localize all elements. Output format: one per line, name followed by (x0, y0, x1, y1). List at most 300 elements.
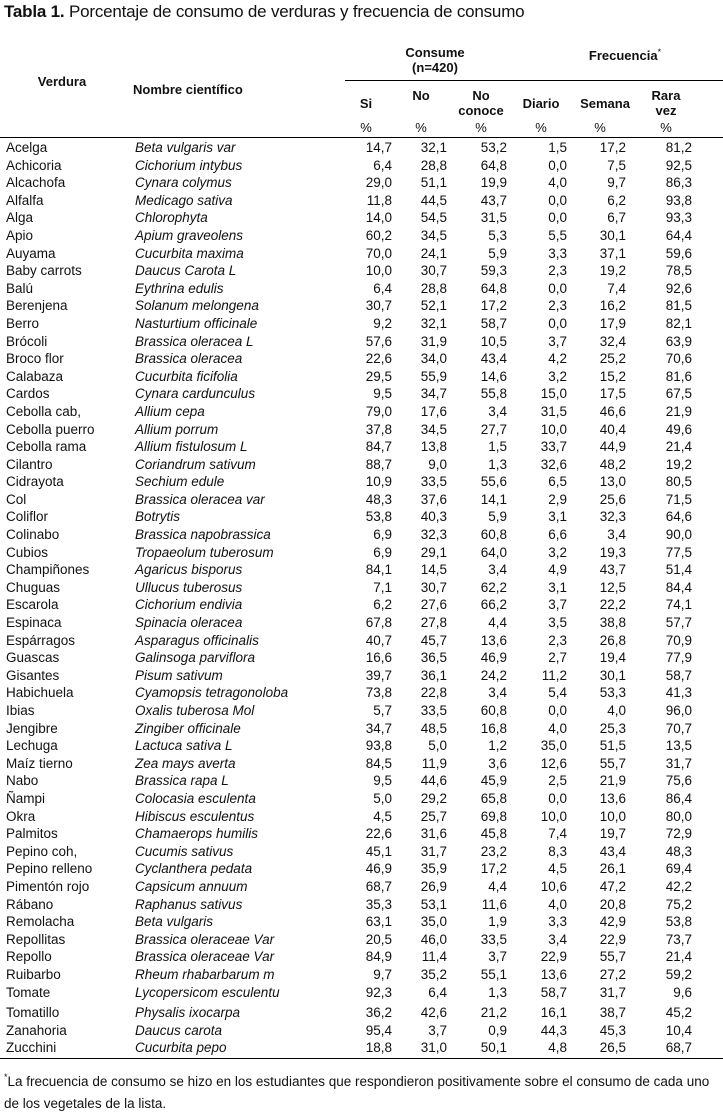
table-label: Tabla 1. (4, 2, 65, 21)
cell-si: 9,2 (373, 315, 392, 331)
cell-no: 31,7 (420, 843, 447, 859)
cell-semana: 42,9 (599, 914, 626, 930)
cell-no: 44,5 (420, 192, 447, 208)
table-bottom-rule (0, 1058, 723, 1059)
cell-semana: 25,6 (599, 491, 626, 507)
cell-nombre-cientifico: Physalis ixocarpa (135, 1005, 241, 1021)
cell-verdura: Acelga (6, 140, 48, 155)
cell-diario: 4,8 (548, 1040, 567, 1056)
cell-verdura: Nabo (6, 773, 39, 789)
cell-no-conoce: 3,4 (488, 403, 507, 419)
header-rara-vez: Rara vez (651, 88, 681, 118)
cell-no: 17,6 (420, 403, 447, 419)
table-row (0, 157, 723, 175)
cell-si: 70,0 (365, 245, 392, 261)
cell-si: 14,7 (365, 140, 392, 155)
cell-rara-vez: 80,0 (665, 808, 692, 824)
cell-semana: 17,9 (599, 315, 626, 331)
cell-si: 10,9 (365, 474, 392, 490)
table-row (0, 544, 723, 562)
cell-si: 88,7 (365, 456, 392, 472)
cell-si: 84,7 (365, 439, 392, 455)
cell-verdura: Espárragos (6, 632, 76, 648)
table-row (0, 684, 723, 702)
cell-rara-vez: 93,3 (665, 210, 692, 226)
cell-semana: 15,2 (599, 368, 626, 384)
cell-no-conoce: 1,2 (488, 738, 507, 754)
cell-si: 16,6 (365, 650, 392, 666)
table-row (0, 913, 723, 931)
cell-no-conoce: 13,6 (480, 632, 507, 648)
cell-no: 44,6 (420, 773, 447, 789)
consume-label: Consume (405, 45, 465, 60)
cell-no-conoce: 64,8 (480, 280, 507, 296)
cell-no: 42,6 (420, 1005, 447, 1021)
cell-verdura: Cilantro (6, 456, 53, 472)
cell-nombre-cientifico: Brassica oleraceae Var (135, 931, 275, 947)
cell-no-conoce: 5,9 (488, 245, 507, 261)
cell-semana: 47,2 (599, 878, 626, 894)
cell-diario: 4,5 (548, 861, 567, 877)
cell-no: 30,7 (420, 579, 447, 595)
cell-semana: 44,9 (599, 439, 626, 455)
table-row (0, 385, 723, 403)
cell-diario: 58,7 (540, 984, 567, 1000)
cell-si: 79,0 (365, 403, 392, 419)
cell-si: 63,1 (365, 914, 392, 930)
cell-si: 39,7 (365, 667, 392, 683)
cell-no: 25,7 (420, 808, 447, 824)
cell-rara-vez: 77,9 (665, 650, 692, 666)
cell-si: 36,2 (365, 1005, 392, 1021)
cell-no: 31,9 (420, 333, 447, 349)
cell-no: 26,9 (420, 878, 447, 894)
cell-si: 18,8 (365, 1040, 392, 1056)
cell-nombre-cientifico: Rheum rhabarbarum m (135, 966, 275, 982)
cell-verdura: Tomatillo (6, 1005, 60, 1021)
cell-verdura: Cebolla puerro (6, 421, 95, 437)
cell-diario: 2,3 (548, 298, 567, 314)
cell-verdura: Jengibre (6, 720, 58, 736)
cell-nombre-cientifico: Coriandrum sativum (135, 456, 256, 472)
cell-diario: 3,3 (548, 245, 567, 261)
cell-rara-vez: 84,4 (665, 579, 692, 595)
cell-diario: 3,3 (548, 914, 567, 930)
cell-rara-vez: 70,7 (665, 720, 692, 736)
table-row (0, 649, 723, 667)
cell-no: 37,6 (420, 491, 447, 507)
cell-verdura: Pimentón rojo (6, 878, 90, 894)
cell-semana: 53,3 (599, 685, 626, 701)
cell-verdura: Berenjena (6, 298, 68, 314)
cell-diario: 2,3 (548, 632, 567, 648)
header-frecuencia (560, 45, 690, 63)
cell-verdura: Cidrayota (6, 474, 64, 490)
cell-semana: 40,4 (599, 421, 626, 437)
cell-no: 34,5 (420, 227, 447, 243)
cell-rara-vez: 31,7 (665, 755, 692, 771)
cell-no-conoce: 66,2 (480, 597, 507, 613)
cell-no: 40,3 (420, 509, 447, 525)
cell-verdura: Remolacha (6, 914, 75, 930)
cell-diario: 16,1 (540, 1005, 567, 1021)
cell-diario: 3,1 (548, 509, 567, 525)
cell-si: 6,2 (373, 597, 392, 613)
cell-si: 6,4 (373, 157, 392, 173)
footnote (4, 1066, 722, 1115)
cell-nombre-cientifico: Ullucus tuberosus (135, 579, 243, 595)
cell-diario: 0,0 (548, 790, 567, 806)
cell-nombre-cientifico: Hibiscus esculentus (135, 808, 255, 824)
table-row (0, 174, 723, 192)
cell-diario: 2,9 (548, 491, 567, 507)
cell-si: 84,1 (365, 562, 392, 578)
cell-si: 6,4 (373, 280, 392, 296)
table-row (0, 315, 723, 333)
cell-verdura: Tomate (6, 984, 51, 1000)
cell-diario: 4,0 (548, 175, 567, 191)
cell-diario: 15,0 (540, 386, 567, 402)
unit-diario: % (535, 120, 547, 135)
table-row (0, 333, 723, 351)
table-row (0, 632, 723, 650)
cell-nombre-cientifico: Botrytis (135, 509, 181, 525)
cell-nombre-cientifico: Apium graveolens (135, 227, 244, 243)
cell-no-conoce: 55,1 (480, 966, 507, 982)
cell-no: 52,1 (420, 298, 447, 314)
cell-no: 32,3 (420, 527, 447, 543)
header-diario: Diario (522, 96, 560, 111)
table-row (0, 1039, 723, 1057)
cell-rara-vez: 92,6 (665, 280, 692, 296)
cell-no-conoce: 24,2 (480, 667, 507, 683)
cell-no-conoce: 14,6 (480, 368, 507, 384)
cell-verdura: Apio (6, 227, 34, 243)
cell-diario: 1,5 (548, 140, 567, 155)
cell-semana: 19,4 (599, 650, 626, 666)
cell-rara-vez: 73,7 (665, 931, 692, 947)
table-row (0, 192, 723, 210)
cell-diario: 0,0 (548, 280, 567, 296)
cell-nombre-cientifico: Cucurbita maxima (135, 245, 244, 261)
cell-nombre-cientifico: Daucus Carota L (135, 263, 237, 279)
cell-semana: 19,7 (599, 826, 626, 842)
cell-no-conoce: 1,3 (488, 984, 507, 1000)
cell-diario: 31,5 (540, 403, 567, 419)
cell-semana: 22,2 (599, 597, 626, 613)
cell-nombre-cientifico: Allium cepa (135, 403, 205, 419)
cell-rara-vez: 13,5 (665, 738, 692, 754)
cell-verdura: Auyama (6, 245, 56, 261)
cell-rara-vez: 90,0 (665, 527, 692, 543)
cell-verdura: Cebolla rama (6, 439, 87, 455)
unit-semana: % (594, 120, 606, 135)
cell-diario: 12,6 (540, 755, 567, 771)
cell-rara-vez: 81,5 (665, 298, 692, 314)
table-row (0, 878, 723, 896)
table-row (0, 403, 723, 421)
cell-no-conoce: 17,2 (480, 298, 507, 314)
cell-rara-vez: 81,6 (665, 368, 692, 384)
table-row (0, 297, 723, 315)
cell-verdura: Cebolla cab, (6, 403, 82, 419)
cell-verdura: Ibias (6, 703, 35, 718)
table-row (0, 596, 723, 614)
cell-si: 84,5 (365, 755, 392, 771)
cell-rara-vez: 21,4 (665, 439, 692, 455)
cell-diario: 32,6 (540, 456, 567, 472)
cell-semana: 4,0 (607, 703, 626, 718)
cell-semana: 26,8 (599, 632, 626, 648)
cell-no: 45,7 (420, 632, 447, 648)
cell-si: 93,8 (365, 738, 392, 754)
cell-rara-vez: 80,5 (665, 474, 692, 490)
cell-si: 40,7 (365, 632, 392, 648)
cell-verdura: Habichuela (6, 685, 74, 701)
cell-nombre-cientifico: Allium porrum (135, 421, 219, 437)
cell-diario: 6,5 (548, 474, 567, 490)
cell-verdura: Alfalfa (6, 192, 44, 208)
cell-semana: 37,1 (599, 245, 626, 261)
footnote-text: La frecuencia de consumo se hizo en los estudiantes que respondieron positivamente sobre el consumo de cada uno de los vegetales de la lista. (4, 1073, 710, 1111)
cell-no: 22,8 (420, 685, 447, 701)
cell-rara-vez: 74,1 (665, 597, 692, 613)
unit-no-conoce: % (475, 120, 487, 135)
cell-no: 3,7 (428, 1022, 447, 1038)
table-row (0, 948, 723, 966)
cell-diario: 0,0 (548, 157, 567, 173)
cell-semana: 20,8 (599, 896, 626, 912)
cell-rara-vez: 64,6 (665, 509, 692, 525)
cell-diario: 8,3 (548, 843, 567, 859)
cell-rara-vez: 19,2 (665, 456, 692, 472)
cell-semana: 26,5 (599, 1040, 626, 1056)
cell-nombre-cientifico: Capsicum annuum (135, 878, 248, 894)
cell-nombre-cientifico: Cucurbita ficifolia (135, 368, 238, 384)
cell-no: 11,4 (421, 949, 447, 965)
cell-si: 84,9 (365, 949, 392, 965)
cell-nombre-cientifico: Cichorium intybus (135, 157, 243, 173)
cell-semana: 38,8 (599, 615, 626, 631)
cell-verdura: Cardos (6, 386, 50, 402)
header-nombre: Nombre científico (133, 82, 243, 97)
cell-no-conoce: 43,4 (480, 351, 507, 367)
cell-nombre-cientifico: Brassica napobrassica (135, 527, 271, 543)
cell-nombre-cientifico: Beta vulgaris (135, 914, 214, 930)
table-row (0, 808, 723, 826)
cell-si: 60,2 (365, 227, 392, 243)
cell-nombre-cientifico: Zingiber officinale (135, 720, 241, 736)
cell-verdura: Repollitas (6, 931, 66, 947)
cell-semana: 21,9 (599, 773, 626, 789)
cell-verdura: Chuguas (6, 579, 61, 595)
table-row (0, 280, 723, 298)
table-row (0, 473, 723, 491)
cell-diario: 2,5 (548, 773, 567, 789)
cell-si: 29,5 (365, 368, 392, 384)
cell-nombre-cientifico: Sechium edule (135, 474, 225, 490)
frecuencia-mark: * (657, 47, 662, 57)
cell-semana: 43,4 (599, 843, 626, 859)
unit-rara-vez: % (660, 120, 672, 135)
cell-si: 53,8 (365, 509, 392, 525)
cell-diario: 0,0 (548, 210, 567, 226)
cell-no-conoce: 64,0 (480, 544, 507, 560)
cell-no-conoce: 17,2 (480, 861, 507, 877)
cell-verdura: Broco flor (6, 351, 64, 367)
cell-si: 10,0 (365, 263, 392, 279)
cell-verdura: Brócoli (6, 333, 48, 349)
cell-si: 57,6 (365, 333, 392, 349)
cell-diario: 3,1 (548, 579, 567, 595)
cell-nombre-cientifico: Zea mays averta (135, 755, 236, 771)
cell-nombre-cientifico: Galinsoga parviflora (135, 650, 256, 666)
table-row (0, 421, 723, 439)
cell-no-conoce: 31,5 (480, 210, 507, 226)
table-row (0, 262, 723, 280)
cell-nombre-cientifico: Raphanus sativus (135, 896, 243, 912)
cell-verdura: Champiñones (6, 562, 90, 578)
cell-no-conoce: 3,7 (488, 949, 507, 965)
cell-no-conoce: 19,9 (480, 175, 507, 191)
cell-si: 9,5 (373, 773, 392, 789)
cell-diario: 2,3 (548, 263, 567, 279)
cell-no-conoce: 60,8 (480, 527, 507, 543)
cell-no: 31,0 (420, 1040, 447, 1056)
cell-no-conoce: 64,8 (480, 157, 507, 173)
cell-rara-vez: 68,7 (665, 1040, 692, 1056)
cell-semana: 46,6 (599, 403, 626, 419)
cell-diario: 3,2 (548, 368, 567, 384)
cell-nombre-cientifico: Lactuca sativa L (135, 738, 233, 754)
cell-si: 37,8 (365, 421, 392, 437)
cell-verdura: Lechuga (6, 738, 58, 754)
table-row (0, 1004, 723, 1022)
cell-semana: 51,5 (599, 738, 626, 754)
cell-no: 29,1 (420, 544, 447, 560)
cell-verdura: Col (6, 491, 27, 507)
cell-semana: 55,7 (599, 755, 626, 771)
cell-no: 11,9 (421, 755, 447, 771)
cell-semana: 16,2 (599, 298, 626, 314)
cell-verdura: Guascas (6, 650, 60, 666)
cell-nombre-cientifico: Cucurbita pepo (135, 1040, 227, 1056)
cell-diario: 3,2 (548, 544, 567, 560)
consume-n: (n=420) (412, 60, 458, 75)
cell-diario: 3,5 (548, 615, 567, 631)
cell-no: 34,0 (420, 351, 447, 367)
cell-rara-vez: 93,8 (665, 192, 692, 208)
cell-no-conoce: 43,7 (480, 192, 507, 208)
cell-no-conoce: 58,7 (480, 315, 507, 331)
cell-rara-vez: 92,5 (665, 157, 692, 173)
cell-no: 32,1 (420, 140, 447, 155)
cell-diario: 0,0 (548, 192, 567, 208)
cell-verdura: Calabaza (6, 368, 64, 384)
cell-no: 28,8 (420, 280, 447, 296)
cell-semana: 32,4 (599, 333, 626, 349)
cell-no-conoce: 53,2 (480, 140, 507, 155)
cell-nombre-cientifico: Cynara colymus (135, 175, 232, 191)
cell-nombre-cientifico: Cucumis sativus (135, 843, 234, 859)
cell-diario: 10,0 (540, 808, 567, 824)
table-row (0, 667, 723, 685)
cell-no-conoce: 60,8 (480, 703, 507, 718)
cell-no: 33,5 (420, 474, 447, 490)
cell-semana: 48,2 (599, 456, 626, 472)
table-row (0, 931, 723, 949)
cell-semana: 25,2 (599, 351, 626, 367)
cell-no-conoce: 55,8 (480, 386, 507, 402)
cell-semana: 30,1 (599, 667, 626, 683)
cell-semana: 7,5 (607, 157, 626, 173)
cell-nombre-cientifico: Brassica rapa L (135, 773, 229, 789)
cell-no: 30,7 (420, 263, 447, 279)
cell-nombre-cientifico: Agaricus bisporus (135, 562, 243, 578)
cell-semana: 55,7 (599, 949, 626, 965)
cell-nombre-cientifico: Medicago sativa (135, 192, 233, 208)
cell-verdura: Espinaca (6, 615, 62, 631)
cell-no-conoce: 59,3 (480, 263, 507, 279)
cell-semana: 3,4 (607, 527, 626, 543)
cell-si: 68,7 (365, 878, 392, 894)
cell-si: 48,3 (365, 491, 392, 507)
cell-no: 29,2 (420, 790, 447, 806)
cell-no-conoce: 62,2 (480, 579, 507, 595)
table-row (0, 860, 723, 878)
cell-si: 6,9 (373, 527, 392, 543)
cell-rara-vez: 48,3 (665, 843, 692, 859)
cell-rara-vez: 53,8 (665, 914, 692, 930)
cell-semana: 6,2 (607, 192, 626, 208)
cell-nombre-cientifico: Nasturtium officinale (135, 315, 258, 331)
cell-verdura: Okra (6, 808, 36, 824)
cell-si: 95,4 (365, 1022, 392, 1038)
cell-no-conoce: 23,2 (480, 843, 507, 859)
cell-semana: 6,7 (607, 210, 626, 226)
cell-no: 13,8 (420, 439, 447, 455)
header-no-conoce: No conoce (458, 88, 504, 118)
cell-nombre-cientifico: Pisum sativum (135, 667, 223, 683)
header-consume (370, 45, 500, 75)
cell-no: 28,8 (420, 157, 447, 173)
cell-no: 9,0 (428, 456, 447, 472)
header-divider (345, 80, 723, 81)
cell-no: 36,5 (420, 650, 447, 666)
cell-no-conoce: 14,1 (480, 491, 507, 507)
cell-si: 5,0 (373, 790, 392, 806)
cell-semana: 38,7 (599, 1005, 626, 1021)
cell-nombre-cientifico: Cynara cardunculus (135, 386, 256, 402)
cell-diario: 3,4 (548, 931, 567, 947)
cell-no-conoce: 10,5 (480, 333, 507, 349)
table-row (0, 438, 723, 456)
cell-rara-vez: 21,4 (665, 949, 692, 965)
cell-semana: 22,9 (599, 931, 626, 947)
cell-nombre-cientifico: Cichorium endivia (135, 597, 243, 613)
cell-no-conoce: 3,4 (488, 685, 507, 701)
cell-si: 11,8 (366, 192, 392, 208)
unit-no: % (415, 120, 427, 135)
table-row (0, 561, 723, 579)
table-caption: Porcentaje de consumo de verduras y frecuencia de consumo (68, 2, 525, 21)
cell-verdura: Rábano (6, 896, 54, 912)
cell-rara-vez: 59,6 (665, 245, 692, 261)
cell-semana: 45,3 (599, 1022, 626, 1038)
table-row (0, 139, 723, 157)
cell-si: 45,1 (365, 843, 392, 859)
cell-nombre-cientifico: Brassica oleraceae Var (135, 949, 275, 965)
